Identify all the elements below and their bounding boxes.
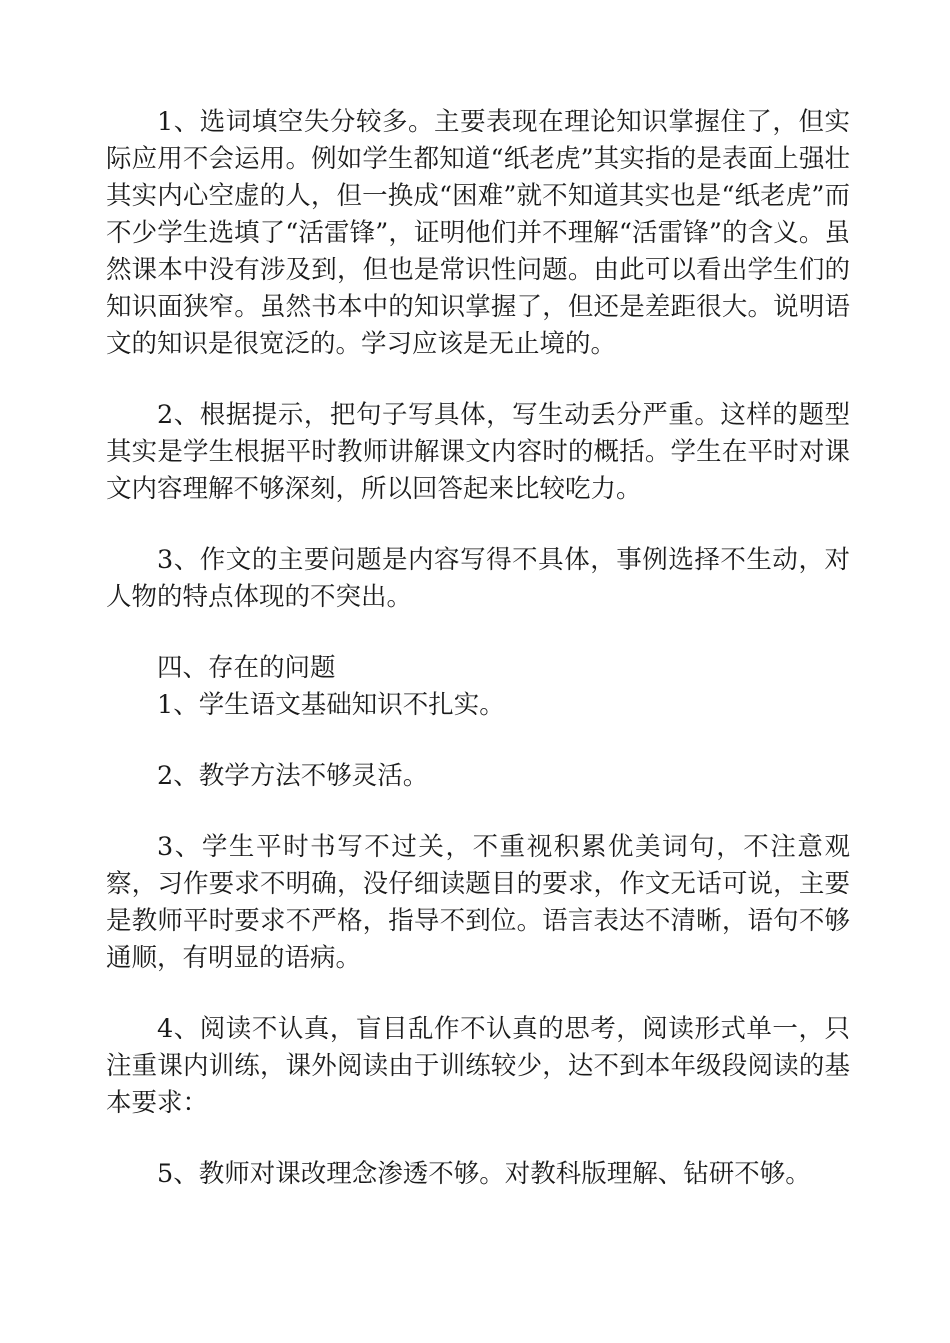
document-page [106,104,850,1193]
problem-item-5: 5、教师对课改理念渗透不够。对教科版理解、钻研不够。 [157,1159,811,1189]
section-heading-problems: 四、存在的问题 [157,653,336,683]
problem-item-3: 3、学生平时书写不过关，不重视积累优美词句，不注意观察，习作要求不明确，没仔细读题目的要求，作文无话可说，主要是教师平时要求不严格，指导不到位。语言表达不清晰，语句不够通顺，有明显的语病。 [106,832,850,973]
paragraph-composition: 3、作文的主要问题是内容写得不具体，事例选择不生动，对人物的特点体现的不突出。 [106,545,850,612]
paragraph-sentence-writing: 2、根据提示，把句子写具体，写生动丢分严重。这样的题型其实是学生根据平时教师讲解课文内容时的概括。学生在平时对课文内容理解不够深刻，所以回答起来比较吃力。 [106,400,850,504]
problem-item-4: 4、阅读不认真，盲目乱作不认真的思考，阅读形式单一，只注重课内训练，课外阅读由于训练较少，达不到本年级段阅读的基本要求： [106,1014,850,1118]
paragraph-fill-in-blank: 1、选词填空失分较多。主要表现在理论知识掌握住了，但实际应用不会运用。例如学生都知道“纸老虎”其实指的是表面上强壮其实内心空虚的人，但一换成“困难”就不知道其实也是“纸老虎”而不少学生选填了“活雷锋”，证明他们并不理解“活雷锋”的含义。虽然课本中没有涉及到，但也是常识性问题。由此可以看出学生们的知识面狭窄。虽然书本中的知识掌握了，但还是差距很大。说明语文的知识是很宽泛的。学习应该是无止境的。 [106,107,850,359]
problem-item-1: 1、学生语文基础知识不扎实。 [157,690,505,720]
problem-item-2: 2、教学方法不够灵活。 [157,761,429,791]
